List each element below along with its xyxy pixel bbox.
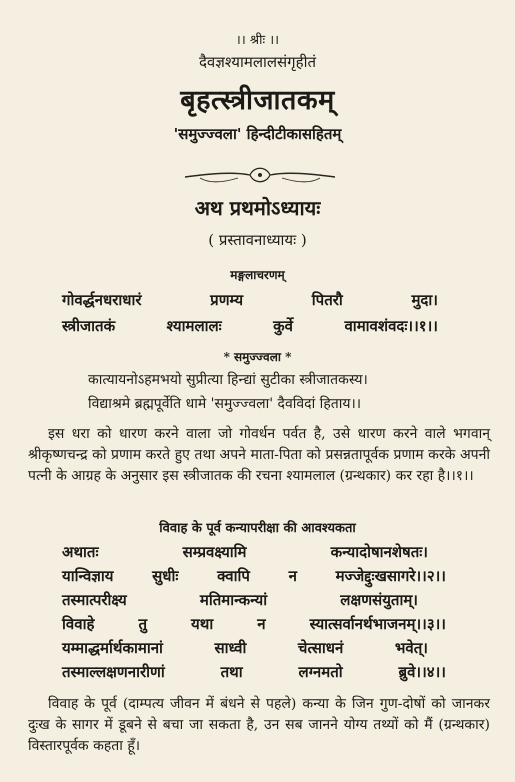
- chapter-title: अथ प्रथमोऽध्यायः: [194, 196, 321, 220]
- book-subtitle: 'समुज्ज्वला' हिन्दीटीकासहितम्: [173, 125, 342, 143]
- verse-word: तथा: [220, 663, 243, 681]
- commentary-line: विद्याश्रमे ब्रह्मपूर्वेति धामे 'समुज्ज्वला' दैवविदां हिताय।।: [88, 396, 362, 412]
- verse-word: तस्माल्लक्षणनारीणां: [62, 663, 165, 681]
- verse-word: ब्रुवे।।४।।: [398, 663, 446, 681]
- verse-word: पितरौ: [311, 291, 343, 309]
- verse-word: कुर्वे: [273, 317, 294, 335]
- verse-word: चेत्साधनं: [297, 639, 344, 657]
- verse-word: मुदा।: [411, 291, 438, 309]
- verse-line: [62, 566, 446, 586]
- verse-line: [62, 662, 446, 682]
- verse-word: वामावशंवदः।।१।।: [344, 317, 438, 335]
- verse-word: अथातः: [62, 543, 99, 561]
- verse-word: प्रणम्य: [210, 291, 244, 309]
- verse-line: [62, 542, 428, 562]
- commentary-line: कात्यायनोऽहमभयो सुप्रीत्या हिन्द्यां सुटीका स्त्रीजातकस्य।: [88, 372, 368, 388]
- verse-word: स्त्रीजातकं: [62, 317, 116, 335]
- verse-word: श्यामलालः: [166, 317, 222, 335]
- verse-word: भवेत्।: [394, 639, 428, 657]
- book-title: बृहत्स्त्रीजातकम्: [180, 85, 335, 116]
- verse-line: [62, 316, 438, 336]
- verse-word: तस्मात्परीक्ष्य: [62, 591, 127, 609]
- verse-word: यम्माद्धर्मार्थकामानां: [62, 639, 163, 657]
- pariksha-heading: विवाह के पूर्व कन्यापरीक्षा की आवश्यकता: [159, 521, 356, 536]
- verse-word: विवाहे: [62, 615, 95, 633]
- verse-word: लक्षणसंयुताम्।: [340, 591, 418, 609]
- verse-word: न: [288, 567, 297, 585]
- verse-word: मज्जेद्दुःखसागरे।।२।।: [335, 567, 446, 585]
- verse-word: स्यात्सर्वानर्थभाजनम्।।३।।: [309, 615, 446, 633]
- sri-invocation: ।। श्रीः ।।: [235, 33, 280, 48]
- verse-line: [62, 614, 446, 634]
- verse-word: न: [257, 615, 266, 633]
- verse-word: तु: [138, 615, 148, 633]
- verse-word: यथा: [191, 615, 214, 633]
- translation-paragraph: विवाह के पूर्व (दाम्पत्य जीवन में बंधने से पहले) कन्या के जिन गुण-दोषों को जानकर दुःख के सागर में डूबने से बचा जा सकता है, उन सब जानने योग्य तथ्यों को मैं (ग्रन्थकार) विस्तारपूर्वक कहता हूँ।: [28, 696, 490, 754]
- verse-word: सम्प्रवक्ष्यामि: [182, 543, 247, 561]
- mangalacharan-heading: मङ्गलाचरणम्: [230, 268, 285, 282]
- verse-word: साध्वी: [214, 639, 247, 657]
- chapter-subtitle: ( प्रस्तावनाध्यायः ): [208, 231, 307, 249]
- verse-line: [62, 590, 418, 610]
- verse-word: लग्नमतो: [298, 663, 343, 681]
- verse-word: कन्यादोषानशेषतः।: [330, 543, 428, 561]
- verse-word: सुधीः: [152, 567, 179, 585]
- verse-word: मतिमान्कन्यां: [199, 591, 268, 609]
- translation-paragraph: इस धरा को धारण करने वाला जो गोवर्धन पर्वत है, उसे धारण करने वाले भगवान् श्रीकृष्णचन्द्र को प्रणाम करते हुए तथा अपने माता-पिता को प्रसन्नतापूर्वक प्रणाम करके अपनी पत्नी के आग्रह के अनुसार इस स्त्रीजातक की रचना श्यामलाल (ग्रन्थकार) कर रहा है।।१।।: [28, 426, 490, 484]
- samujjvala-heading: * समुज्ज्वला *: [223, 350, 292, 364]
- verse-word: गोवर्द्धनधराधारं: [62, 291, 142, 309]
- ornament-divider-icon: [180, 160, 340, 190]
- verse-line: [62, 638, 428, 658]
- compiled-by-line: दैवज्ञश्यामलालसंगृहीतं: [198, 53, 317, 71]
- verse-line: [62, 290, 438, 310]
- verse-word: यान्विज्ञाय: [62, 567, 114, 585]
- verse-word: क्वापि: [217, 567, 250, 585]
